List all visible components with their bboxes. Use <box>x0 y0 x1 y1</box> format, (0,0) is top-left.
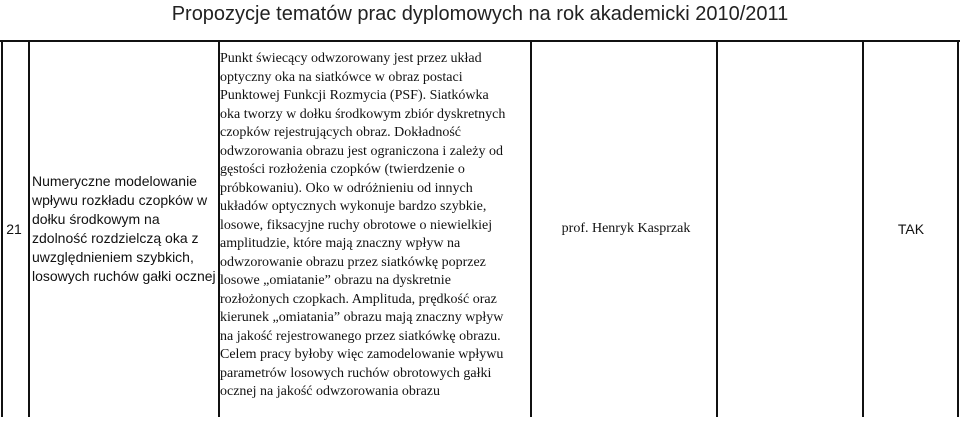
status-value: TAK <box>897 220 925 237</box>
row-number-text: 21 <box>6 220 22 237</box>
supervisor <box>534 40 718 417</box>
column-divider <box>28 40 30 417</box>
thesis-topic <box>32 40 218 417</box>
table-row <box>0 40 960 417</box>
column-divider <box>862 40 864 417</box>
supervisor-name: prof. Henryk Kasprzak <box>561 220 691 236</box>
row-number <box>3 40 25 417</box>
thesis-topic-text: Numeryczne modelowanie wpływu rozkładu czopków w dołku środkowym na zdolność rozdzielczą oka z uwzględnieniem szybkich, losowych ruchów gałki ocznej <box>32 172 216 284</box>
thesis-description <box>220 40 512 427</box>
column-divider <box>530 40 532 417</box>
status-cell <box>866 40 956 417</box>
page-title: Propozycje tematów prac dyplomowych na rok akademicki 2010/2011 <box>171 3 789 25</box>
thesis-description-text: Punkt świecący odwzorowany jest przez układ optyczny oka na siatkówce w obraz postaci Punktowej Funkcji Rozmycia (PSF). Siatkówka oka tworzy w dołku środkowym zbiór dyskretnych czopków rejestrujących obraz. Dokładność odwzorowania obrazu jest ograniczona i zależy od gęstości rozłożenia czopków (twierdzenie o próbkowaniu). Oko w odróżnieniu od innych układów optycznych wykonuje bardzo szybkie, losowe, fiksacyjne ruchy obrotowe o niewielkiej amplitudzie, które mają znaczny wpływ na odwzorowanie obrazu przez siatkówkę poprzez losowe „omiatanie” obrazu na dyskretnie rozłożonych czopkach. Amplituda, prędkość oraz kierunek „omiatania” obrazu mają znaczny wpływ na jakość rejestrowanego przez siatkówkę obrazu. Celem pracy byłoby więc zamodelowanie wpływu parametrów losowych ruchów obrotowych gałki ocznej na jakość odwzorowania obrazu <box>220 51 506 399</box>
column-divider <box>957 40 959 417</box>
